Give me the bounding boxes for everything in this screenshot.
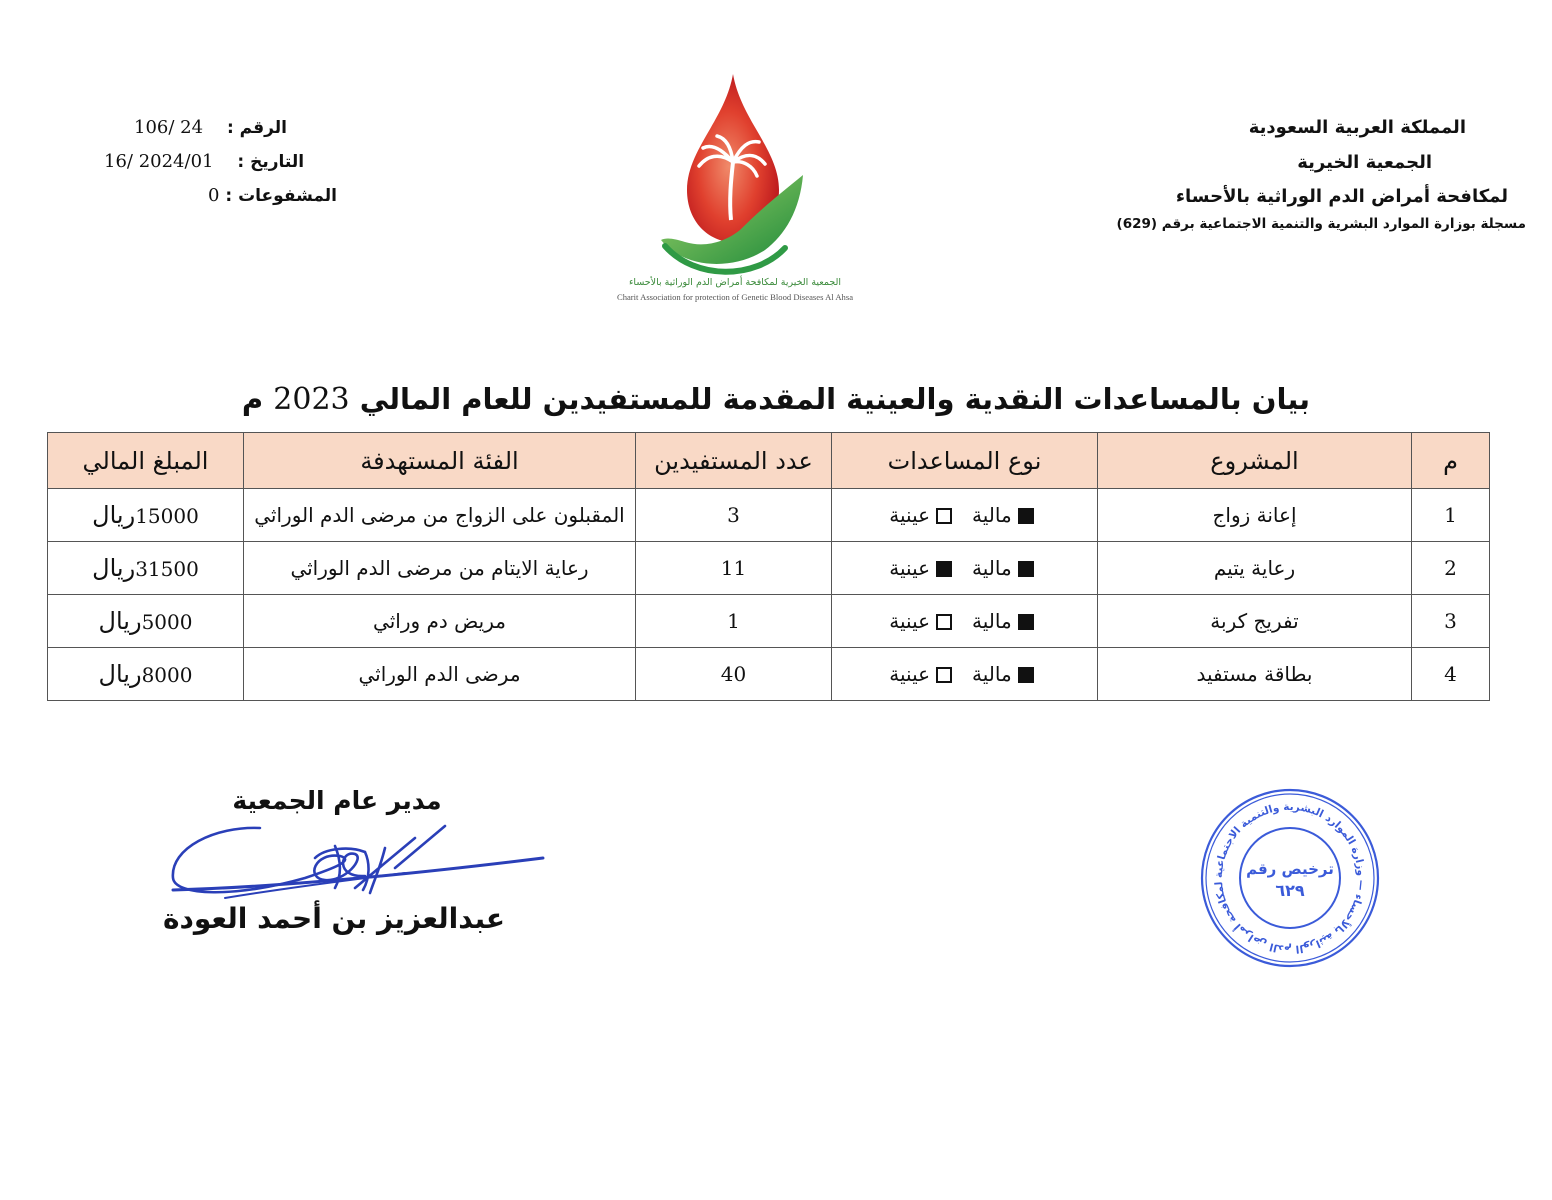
in-kind-checkbox <box>936 561 952 577</box>
cash-checkbox <box>1018 561 1034 577</box>
amount-value: 15000 <box>135 504 199 528</box>
official-stamp <box>1198 786 1382 970</box>
cell-beneficiaries: 1 <box>636 595 832 648</box>
cash-label: مالية <box>972 662 1012 686</box>
association-logo <box>615 70 855 320</box>
ref-number <box>134 117 287 138</box>
in-kind-checkbox <box>936 508 952 524</box>
cash-label: مالية <box>972 609 1012 633</box>
header-no: م <box>1412 433 1490 489</box>
cell-target-group: المقبلون على الزواج من مرضى الدم الوراثي <box>244 489 636 542</box>
org-purpose: لمكافحة أمراض الدم الوراثية بالأحساء <box>1175 186 1508 207</box>
cell-project: بطاقة مستفيد <box>1098 648 1412 701</box>
ref-date-label: التاريخ : <box>237 152 305 172</box>
cell-no: 1 <box>1412 489 1490 542</box>
in-kind-label: عينية <box>889 609 931 633</box>
title-text: بيان بالمساعدات النقدية والعينية المقدمة للمستفيدين للعام المالي <box>359 382 1311 416</box>
cash-label: مالية <box>972 503 1012 527</box>
cell-project: رعاية يتيم <box>1098 542 1412 595</box>
cell-project: تفريج كربة <box>1098 595 1412 648</box>
ref-date-value: 16/ 2024/01 <box>104 151 214 172</box>
cell-no: 3 <box>1412 595 1490 648</box>
cell-aid-type <box>832 595 1098 648</box>
amount-value: 5000 <box>141 610 193 634</box>
stamp-license-label: ترخيص رقم <box>1246 860 1334 878</box>
ref-attachments-value: 0 <box>208 185 220 206</box>
cell-amount <box>48 542 244 595</box>
cash-checkbox <box>1018 614 1034 630</box>
cash-label: مالية <box>972 556 1012 580</box>
header-beneficiaries: عدد المستفيدين <box>636 433 832 489</box>
header-project: المشروع <box>1098 433 1412 489</box>
logo-caption-en: Charit Association for protection of Genetic Blood Diseases Al Ahsa <box>616 292 854 302</box>
stamp-outer-text: لمكافحة أمراض الدم الوراثية بالأحساء — وزارة الموارد البشرية والتنمية الاجتماعية <box>1212 800 1368 956</box>
cash-checkbox <box>1018 508 1034 524</box>
ref-attachments <box>208 185 337 206</box>
cell-amount <box>48 489 244 542</box>
in-kind-label: عينية <box>889 503 931 527</box>
handwritten-signature <box>165 818 545 908</box>
signatory-title: مدير عام الجمعية <box>232 786 442 815</box>
cell-aid-type <box>832 542 1098 595</box>
in-kind-label: عينية <box>889 556 931 580</box>
signature-icon <box>165 818 545 908</box>
table-header-row <box>48 433 1490 489</box>
header-amount: المبلغ المالي <box>48 433 244 489</box>
amount-currency: ريال <box>98 660 142 688</box>
assistance-table <box>47 432 1490 701</box>
cell-beneficiaries: 3 <box>636 489 832 542</box>
title-suffix: م <box>241 382 264 416</box>
in-kind-checkbox <box>936 614 952 630</box>
org-country: المملكة العربية السعودية <box>1248 117 1466 138</box>
amount-value: 8000 <box>141 663 193 687</box>
cash-checkbox <box>1018 667 1034 683</box>
title-year: 2023 <box>273 382 350 417</box>
amount-currency: ريال <box>92 501 136 529</box>
amount-currency: ريال <box>92 554 136 582</box>
cell-project: إعانة زواج <box>1098 489 1412 542</box>
stamp-license-number: ٦٢٩ <box>1275 881 1305 900</box>
ref-date <box>104 151 304 172</box>
signatory-name: عبدالعزيز بن أحمد العودة <box>162 902 505 935</box>
cell-beneficiaries: 11 <box>636 542 832 595</box>
table-row <box>48 648 1490 701</box>
cell-beneficiaries: 40 <box>636 648 832 701</box>
cell-amount <box>48 648 244 701</box>
cell-target-group: مريض دم وراثي <box>244 595 636 648</box>
org-registration: مسجلة بوزارة الموارد البشرية والتنمية الاجتماعية برقم (629) <box>1116 216 1526 232</box>
cell-target-group: رعاية الايتام من مرضى الدم الوراثي <box>244 542 636 595</box>
logo-caption-ar: الجمعية الخيرية لمكافحة أمراض الدم الوراثية بالأحساء <box>628 277 842 288</box>
amount-value: 31500 <box>135 557 199 581</box>
ref-number-value: 106/ 24 <box>134 117 204 138</box>
ref-attachments-label: المشفوعات : <box>225 186 337 206</box>
ref-number-label: الرقم : <box>226 118 287 138</box>
cell-target-group: مرضى الدم الوراثي <box>244 648 636 701</box>
cell-aid-type <box>832 648 1098 701</box>
table-row <box>48 542 1490 595</box>
document-title <box>0 382 1552 417</box>
table-row <box>48 489 1490 542</box>
table-row <box>48 595 1490 648</box>
cell-no: 4 <box>1412 648 1490 701</box>
amount-currency: ريال <box>98 607 142 635</box>
in-kind-label: عينية <box>889 662 931 686</box>
in-kind-checkbox <box>936 667 952 683</box>
header-target-group: الفئة المستهدفة <box>244 433 636 489</box>
cell-amount <box>48 595 244 648</box>
seal-icon <box>1198 786 1382 970</box>
org-name: الجمعية الخيرية <box>1297 152 1432 173</box>
cell-aid-type <box>832 489 1098 542</box>
cell-no: 2 <box>1412 542 1490 595</box>
header-aid-type: نوع المساعدات <box>832 433 1098 489</box>
